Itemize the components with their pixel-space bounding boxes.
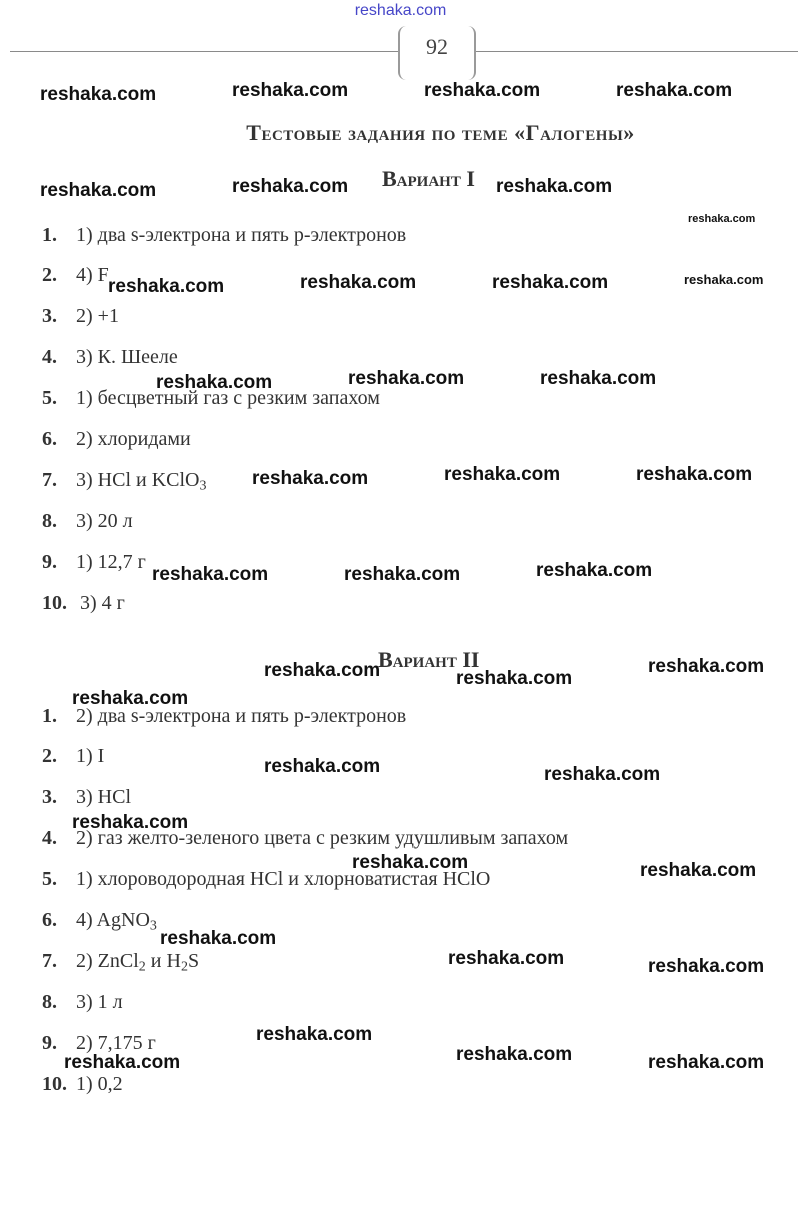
watermark: reshaka.com bbox=[448, 948, 565, 969]
answer-item bbox=[42, 224, 406, 247]
answer-item bbox=[42, 909, 157, 935]
answer-text: 4) AgNO bbox=[76, 909, 150, 931]
watermark: reshaka.com bbox=[300, 272, 417, 293]
answer-item bbox=[42, 510, 133, 533]
answer-text: 3) HCl и KClO bbox=[76, 469, 200, 491]
watermark: reshaka.com bbox=[424, 80, 541, 101]
watermark: reshaka.com bbox=[636, 464, 753, 485]
watermark: reshaka.com bbox=[256, 1024, 373, 1045]
answer-text: 1) I bbox=[76, 745, 105, 767]
watermark: reshaka.com bbox=[40, 180, 157, 201]
answer-number: 2. bbox=[42, 745, 57, 767]
answer-number: 9. bbox=[42, 551, 57, 573]
watermark: reshaka.com bbox=[684, 272, 764, 287]
answer-text: S bbox=[187, 950, 200, 972]
answer-number: 2. bbox=[42, 264, 57, 286]
variant2-heading: Вариант II bbox=[378, 647, 480, 672]
watermark: reshaka.com bbox=[640, 860, 757, 881]
answer-text: 1) два s-электрона и пять p-электронов bbox=[76, 224, 407, 246]
watermark: reshaka.com bbox=[648, 656, 765, 677]
answer-item bbox=[42, 1073, 123, 1096]
page-title: Тестовые задания по теме «Галогены» bbox=[246, 120, 635, 145]
answer-text: 2) 7,175 г bbox=[76, 1032, 156, 1054]
variant1-heading: Вариант I bbox=[382, 166, 475, 191]
subscript: 3 bbox=[149, 918, 157, 934]
answer-number: 4. bbox=[42, 346, 57, 368]
subscript: 2 bbox=[138, 959, 146, 975]
answer-text: 1) бесцветный газ с резким запахом bbox=[76, 387, 380, 409]
answer-text: 2) +1 bbox=[76, 305, 119, 327]
answer-item bbox=[42, 745, 104, 768]
answer-text: 1) 12,7 г bbox=[76, 551, 146, 573]
answer-number: 9. bbox=[42, 1032, 57, 1054]
answer-text: 2) два s-электрона и пять p-электронов bbox=[76, 705, 407, 727]
answer-item bbox=[42, 264, 109, 287]
watermark: reshaka.com bbox=[648, 956, 765, 977]
answer-number: 4. bbox=[42, 827, 57, 849]
watermark: reshaka.com bbox=[252, 468, 369, 489]
answer-item bbox=[42, 305, 119, 328]
watermark: reshaka.com bbox=[40, 84, 157, 105]
watermark: reshaka.com bbox=[648, 1052, 765, 1073]
watermark: reshaka.com bbox=[456, 668, 573, 689]
answer-number: 6. bbox=[42, 428, 57, 450]
answer-item bbox=[42, 592, 125, 615]
watermark: reshaka.com bbox=[72, 688, 189, 709]
answer-number: 8. bbox=[42, 510, 57, 532]
watermark: reshaka.com bbox=[72, 812, 189, 833]
watermark: reshaka.com bbox=[344, 564, 461, 585]
page-number-box bbox=[398, 26, 476, 80]
answer-number: 5. bbox=[42, 868, 57, 890]
watermark: reshaka.com bbox=[64, 1052, 181, 1073]
answer-number: 8. bbox=[42, 991, 57, 1013]
answer-text: 3) К. Шееле bbox=[76, 346, 178, 368]
watermark: reshaka.com bbox=[232, 80, 349, 101]
watermark: reshaka.com bbox=[456, 1044, 573, 1065]
watermark: reshaka.com bbox=[688, 213, 756, 225]
header-rule-right bbox=[476, 51, 798, 52]
watermark: reshaka.com bbox=[108, 276, 225, 297]
watermark: reshaka.com bbox=[444, 464, 561, 485]
answer-number: 1. bbox=[42, 224, 57, 246]
answer-item bbox=[42, 786, 131, 809]
watermark: reshaka.com bbox=[492, 272, 609, 293]
watermark: reshaka.com bbox=[264, 660, 381, 681]
watermark: reshaka.com bbox=[156, 372, 273, 393]
answer-text: 2) хлоридами bbox=[76, 428, 191, 450]
answer-item bbox=[42, 551, 146, 574]
answer-item bbox=[42, 950, 199, 976]
answer-text: 3) 20 л bbox=[76, 510, 133, 532]
watermark: reshaka.com bbox=[536, 560, 653, 581]
answer-item bbox=[42, 428, 191, 451]
answer-text: 2) ZnCl bbox=[76, 950, 139, 972]
watermark: reshaka.com bbox=[544, 764, 661, 785]
answer-number: 10. bbox=[42, 1073, 67, 1095]
top-watermark: reshaka.com bbox=[354, 2, 447, 19]
watermark: reshaka.com bbox=[616, 80, 733, 101]
answer-number: 7. bbox=[42, 469, 57, 491]
watermark: reshaka.com bbox=[540, 368, 657, 389]
watermark: reshaka.com bbox=[496, 176, 613, 197]
answer-number: 3. bbox=[42, 786, 57, 808]
subscript: 2 bbox=[180, 959, 188, 975]
answer-text: 1) 0,2 bbox=[76, 1073, 123, 1095]
watermark: reshaka.com bbox=[152, 564, 269, 585]
watermark: reshaka.com bbox=[160, 928, 277, 949]
answer-text: 3) HCl bbox=[76, 786, 131, 808]
watermark: reshaka.com bbox=[264, 756, 381, 777]
answer-text: и H bbox=[145, 950, 181, 972]
answer-number: 7. bbox=[42, 950, 57, 972]
answer-text: 3) 1 л bbox=[76, 991, 123, 1013]
answer-number: 5. bbox=[42, 387, 57, 409]
answer-item bbox=[42, 469, 207, 495]
subscript: 3 bbox=[199, 478, 207, 494]
header-rule-left bbox=[10, 51, 398, 52]
page-number: 92 bbox=[426, 34, 448, 59]
answer-text: 3) 4 г bbox=[80, 592, 125, 614]
watermark: reshaka.com bbox=[352, 852, 469, 873]
answer-number: 3. bbox=[42, 305, 57, 327]
answer-text: 2) газ желто-зеленого цвета с резким удушливым запахом bbox=[76, 827, 569, 849]
answer-number: 6. bbox=[42, 909, 57, 931]
answer-item bbox=[42, 991, 123, 1014]
answer-number: 10. bbox=[42, 592, 67, 614]
answer-item bbox=[42, 346, 178, 369]
answer-number: 1. bbox=[42, 705, 57, 727]
answer-text: 4) F bbox=[76, 264, 109, 286]
answer-text: 1) хлороводородная HCl и хлорноватистая HClO bbox=[76, 868, 491, 890]
watermark: reshaka.com bbox=[232, 176, 349, 197]
watermark: reshaka.com bbox=[348, 368, 465, 389]
